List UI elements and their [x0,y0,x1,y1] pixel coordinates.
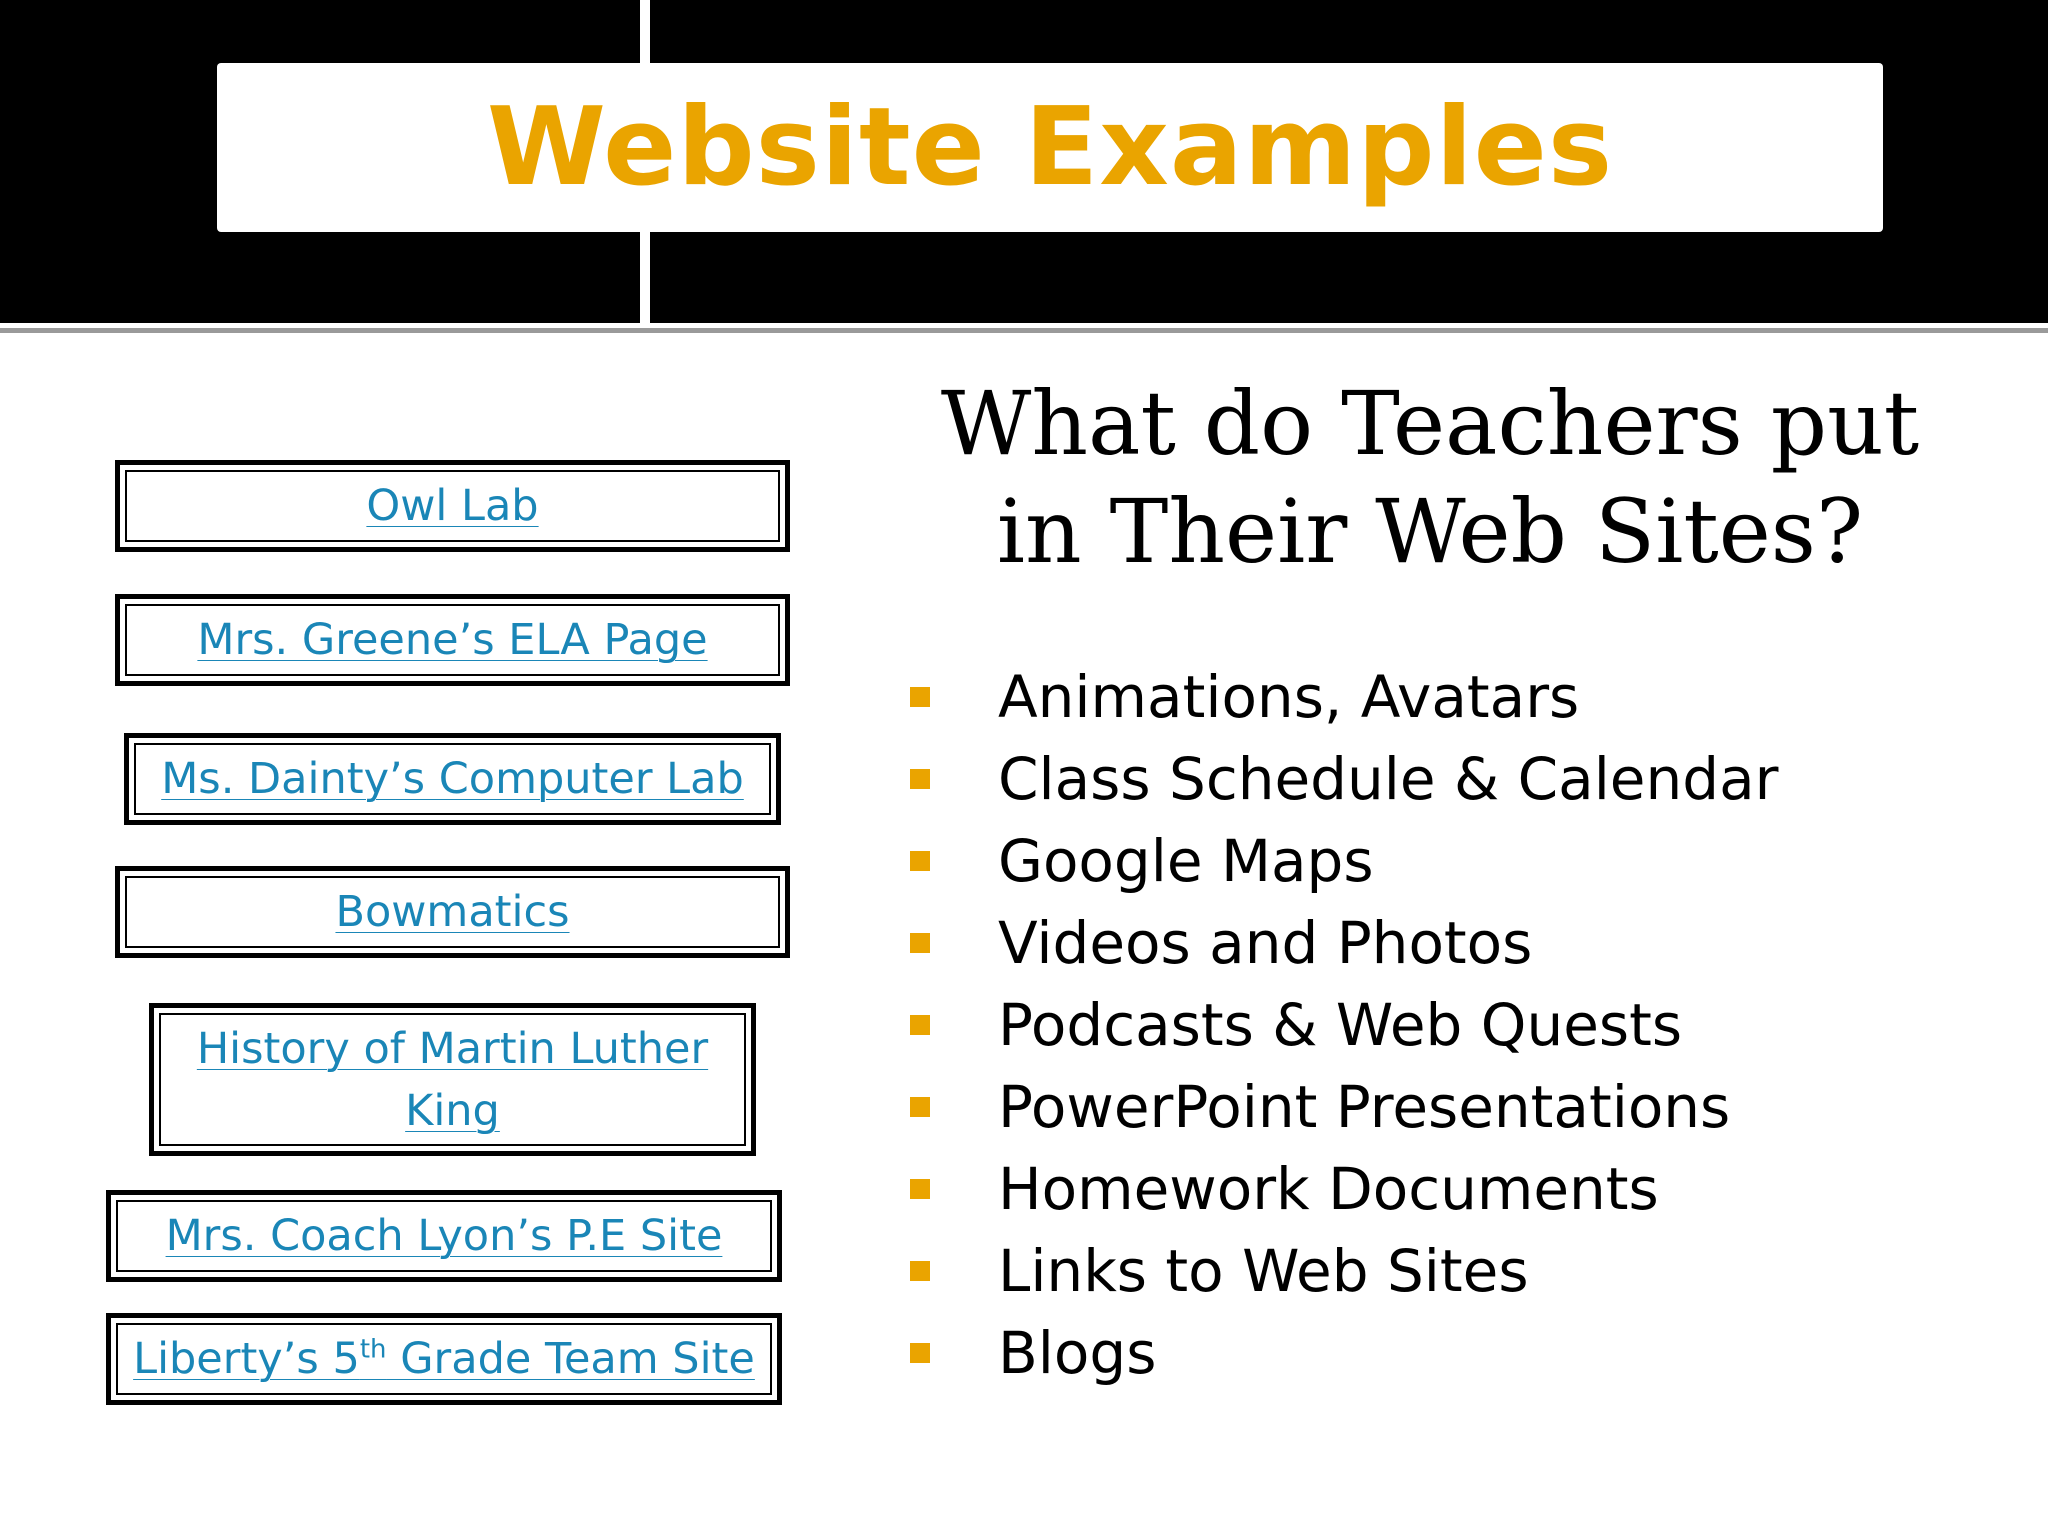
list-item [910,984,1778,1066]
link-greene-ela[interactable]: Mrs. Greene’s ELA Page [197,615,708,665]
list-item [910,738,1778,820]
link-liberty-superscript: th [359,1334,387,1365]
bullet-text: Homework Documents [998,1155,1659,1223]
square-bullet-icon [910,1261,930,1281]
list-item [910,1148,1778,1230]
square-bullet-icon [910,1015,930,1035]
link-box-dainty-computer-lab[interactable] [124,733,781,825]
square-bullet-icon [910,1343,930,1363]
link-box-bowmatics[interactable] [115,866,790,958]
list-item [910,656,1778,738]
link-history-mlk[interactable]: History of Martin Luther King [196,1023,709,1136]
link-dainty-computer-lab[interactable]: Ms. Dainty’s Computer Lab [161,754,744,804]
title-box [217,63,1883,232]
bullet-list [910,656,1778,1394]
square-bullet-icon [910,851,930,871]
square-bullet-icon [910,769,930,789]
header-rule [0,328,2048,333]
link-box-coach-lyon-pe[interactable] [106,1190,782,1282]
square-bullet-icon [910,1097,930,1117]
bullet-text: Google Maps [998,827,1374,895]
link-box-history-mlk[interactable] [149,1003,756,1156]
bullet-text: Blogs [998,1319,1157,1387]
slide-title: Website Examples [486,84,1614,210]
list-item [910,1230,1778,1312]
list-item [910,1066,1778,1148]
square-bullet-icon [910,1179,930,1199]
link-liberty-text-end: Grade Team Site [386,1334,755,1384]
square-bullet-icon [910,933,930,953]
bullet-text: Podcasts & Web Quests [998,991,1683,1059]
link-coach-lyon-pe[interactable]: Mrs. Coach Lyon’s P.E Site [165,1211,723,1261]
link-box-greene-ela[interactable] [115,594,790,686]
link-box-liberty-5th-grade[interactable] [106,1313,782,1405]
bullet-text: Class Schedule & Calendar [998,745,1779,813]
square-bullet-icon [910,687,930,707]
bullet-text: Links to Web Sites [998,1237,1529,1305]
link-liberty-5th-grade[interactable] [133,1328,755,1390]
list-item [910,902,1778,984]
link-liberty-text-start: Liberty’s 5 [133,1334,360,1384]
list-item [910,1312,1778,1394]
bullet-text: PowerPoint Presentations [998,1073,1731,1141]
question-heading: What do Teachers put in Their Web Sites? [940,372,1920,583]
link-bowmatics[interactable]: Bowmatics [335,887,570,937]
link-owl-lab[interactable]: Owl Lab [366,481,539,531]
link-box-owl-lab[interactable] [115,460,790,552]
list-item [910,820,1778,902]
bullet-text: Animations, Avatars [998,663,1580,731]
bullet-text: Videos and Photos [998,909,1533,977]
